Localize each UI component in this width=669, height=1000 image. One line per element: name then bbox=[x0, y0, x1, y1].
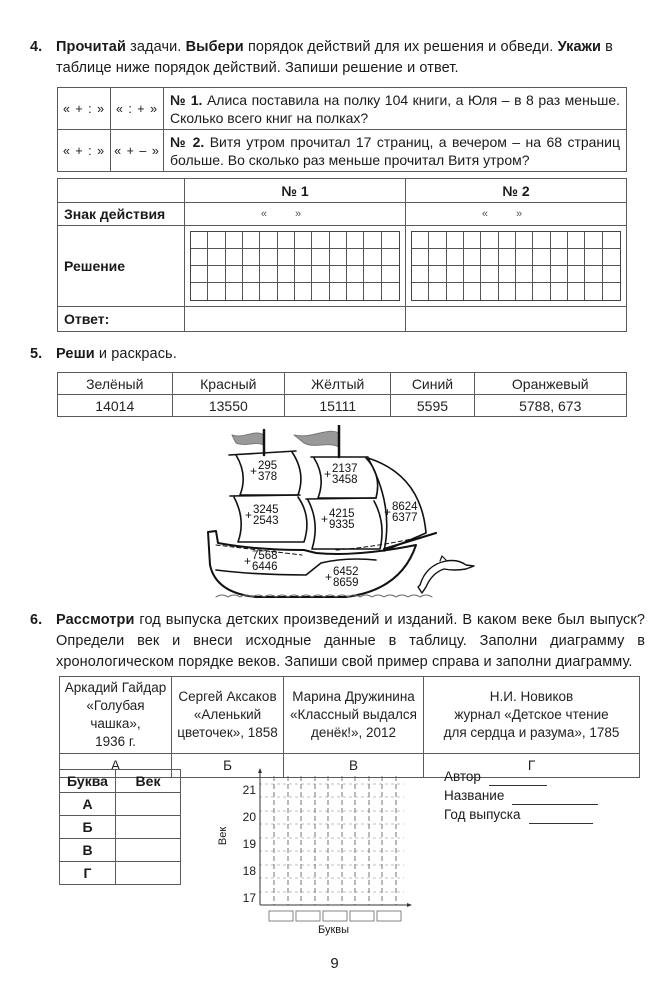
works-row bbox=[60, 677, 640, 754]
color-value: 15111 bbox=[285, 395, 391, 417]
work-cell-c: Марина Дружинина «Классный выдался денёк!», 2012 bbox=[284, 677, 424, 754]
grid-cell[interactable] bbox=[499, 283, 516, 300]
grid-cell[interactable] bbox=[603, 249, 620, 266]
task6-verb: Рассмотри bbox=[56, 612, 135, 628]
task4-answer-table bbox=[57, 178, 627, 332]
letter-label: А bbox=[60, 793, 116, 816]
grid-cell[interactable] bbox=[260, 232, 277, 249]
century-input[interactable] bbox=[116, 793, 181, 816]
grid-cell[interactable] bbox=[208, 232, 225, 249]
grid-cell[interactable] bbox=[226, 249, 243, 266]
grid-cell[interactable] bbox=[347, 283, 364, 300]
letter-label: В bbox=[60, 839, 116, 862]
grid-cell[interactable] bbox=[260, 283, 277, 300]
ship-sum-3: + 3245 2543 bbox=[245, 504, 279, 527]
grid-cell[interactable] bbox=[330, 266, 347, 283]
grid-cell[interactable] bbox=[551, 249, 568, 266]
grid-cell[interactable] bbox=[568, 249, 585, 266]
author-label: Автор bbox=[444, 769, 481, 784]
grid-cell[interactable] bbox=[208, 249, 225, 266]
grid-cell[interactable] bbox=[585, 249, 602, 266]
grid-cell[interactable] bbox=[278, 249, 295, 266]
task4-heading bbox=[30, 37, 645, 79]
grid-cell[interactable] bbox=[330, 249, 347, 266]
problem-text: № 1. Алиса поставила на полку 104 книги, а Юля – в 8 раз меньше. Сколько всего книг на полках? bbox=[164, 88, 627, 130]
grid-cell[interactable] bbox=[464, 283, 481, 300]
grid-cell[interactable] bbox=[568, 283, 585, 300]
grid-cell[interactable] bbox=[364, 249, 381, 266]
grid-cell[interactable] bbox=[260, 266, 277, 283]
color-value: 14014 bbox=[58, 395, 173, 417]
grid-cell[interactable] bbox=[278, 266, 295, 283]
author-input[interactable] bbox=[489, 773, 547, 786]
ship-sum-1: + 295 378 bbox=[250, 460, 278, 483]
ship-sum-4: + 4215 9335 bbox=[321, 508, 355, 531]
y-axis-label: Век bbox=[217, 826, 230, 846]
grid-cell[interactable] bbox=[516, 249, 533, 266]
grid-cell[interactable] bbox=[412, 249, 429, 266]
work-cell-a: Аркадий Гайдар «Голубая чашка», 1936 г. bbox=[60, 677, 172, 754]
grid-cell[interactable] bbox=[226, 283, 243, 300]
grid-cell[interactable] bbox=[429, 249, 446, 266]
grid-cell[interactable] bbox=[312, 283, 329, 300]
grid-cell[interactable] bbox=[347, 232, 364, 249]
grid-cell[interactable] bbox=[447, 249, 464, 266]
sign-input-2[interactable]: «» bbox=[406, 203, 627, 226]
grid-cell[interactable] bbox=[295, 232, 312, 249]
grid-cell[interactable] bbox=[516, 266, 533, 283]
grid-cell[interactable] bbox=[603, 283, 620, 300]
grid-cell[interactable] bbox=[481, 249, 498, 266]
grid-cell[interactable] bbox=[382, 283, 399, 300]
grid-cell[interactable] bbox=[412, 266, 429, 283]
grid-cell[interactable] bbox=[191, 249, 208, 266]
color-value: 13550 bbox=[172, 395, 285, 417]
problem-row bbox=[58, 88, 627, 130]
grid-cell[interactable] bbox=[568, 232, 585, 249]
grid-cell[interactable] bbox=[191, 266, 208, 283]
work-letter: Г bbox=[424, 754, 640, 778]
task4-number: 4. bbox=[30, 39, 43, 55]
grid-cell[interactable] bbox=[278, 283, 295, 300]
answer-row-label: Ответ: bbox=[58, 307, 185, 332]
grid-cell[interactable] bbox=[585, 283, 602, 300]
grid-cell[interactable] bbox=[603, 266, 620, 283]
grid-cell[interactable] bbox=[330, 283, 347, 300]
grid-cell[interactable] bbox=[312, 232, 329, 249]
grid-cell[interactable] bbox=[551, 266, 568, 283]
problem-row bbox=[58, 130, 627, 172]
color-name: Красный bbox=[172, 373, 285, 395]
color-name: Синий bbox=[391, 373, 474, 395]
solution-row-label: Решение bbox=[58, 226, 185, 307]
ship-sum-7: + 6452 8659 bbox=[325, 566, 359, 589]
title-input[interactable] bbox=[512, 792, 598, 805]
order-option[interactable]: « + : » bbox=[58, 88, 111, 130]
grid-cell[interactable] bbox=[447, 232, 464, 249]
title-label: Название bbox=[444, 788, 505, 803]
grid-cell[interactable] bbox=[516, 232, 533, 249]
grid-cell[interactable] bbox=[481, 232, 498, 249]
column-header-1: № 1 bbox=[185, 179, 406, 203]
solution-grid-2[interactable] bbox=[411, 231, 621, 301]
grid-cell[interactable] bbox=[499, 249, 516, 266]
solution-cell-2 bbox=[406, 226, 627, 307]
own-example-form bbox=[444, 767, 598, 824]
answer-input-1[interactable] bbox=[185, 307, 406, 332]
century-input[interactable] bbox=[116, 839, 181, 862]
order-option[interactable]: « + : » bbox=[58, 130, 111, 172]
letter-header: Буква bbox=[60, 770, 116, 793]
ship-illustration bbox=[196, 425, 496, 603]
task5-verb: Реши bbox=[56, 346, 95, 362]
grid-cell[interactable] bbox=[429, 266, 446, 283]
grid-cell[interactable] bbox=[551, 283, 568, 300]
year-input[interactable] bbox=[529, 811, 593, 824]
letter-label: Г bbox=[60, 862, 116, 885]
grid-cell[interactable] bbox=[382, 249, 399, 266]
grid-cell[interactable] bbox=[585, 232, 602, 249]
grid-cell[interactable] bbox=[312, 249, 329, 266]
grid-cell[interactable] bbox=[464, 232, 481, 249]
grid-cell[interactable] bbox=[312, 266, 329, 283]
grid-cell[interactable] bbox=[191, 232, 208, 249]
grid-cell[interactable] bbox=[347, 266, 364, 283]
grid-cell[interactable] bbox=[481, 283, 498, 300]
ship-sum-6: + 7568 6446 bbox=[244, 550, 278, 573]
color-value: 5788, 673 bbox=[474, 395, 627, 417]
century-input[interactable] bbox=[116, 816, 181, 839]
grid-cell[interactable] bbox=[499, 232, 516, 249]
grid-cell[interactable] bbox=[208, 283, 225, 300]
grid-cell[interactable] bbox=[568, 266, 585, 283]
grid-cell[interactable] bbox=[533, 249, 550, 266]
grid-cell[interactable] bbox=[243, 249, 260, 266]
century-input[interactable] bbox=[116, 862, 181, 885]
grid-cell[interactable] bbox=[243, 283, 260, 300]
grid-cell[interactable] bbox=[243, 266, 260, 283]
ship-sum-5: + 8624 6377 bbox=[384, 501, 418, 524]
problem-text: № 2. Витя утром прочитал 17 страниц, а вечером – на 68 страниц больше. Во сколько раз меньше прочитал Витя утром? bbox=[164, 130, 627, 172]
grid-cell[interactable] bbox=[603, 232, 620, 249]
grid-cell[interactable] bbox=[499, 266, 516, 283]
grid-cell[interactable] bbox=[516, 283, 533, 300]
grid-cell[interactable] bbox=[364, 232, 381, 249]
grid-cell[interactable] bbox=[347, 249, 364, 266]
grid-cell[interactable] bbox=[412, 283, 429, 300]
grid-cell[interactable] bbox=[226, 266, 243, 283]
sign-row-label: Знак действия bbox=[58, 203, 185, 226]
grid-cell[interactable] bbox=[364, 283, 381, 300]
grid-cell[interactable] bbox=[191, 283, 208, 300]
grid-cell[interactable] bbox=[429, 232, 446, 249]
grid-cell[interactable] bbox=[260, 249, 277, 266]
task5-heading: 5. Реши и раскрась. bbox=[30, 344, 645, 365]
color-name: Оранжевый bbox=[474, 373, 627, 395]
grid-cell[interactable] bbox=[551, 232, 568, 249]
grid-cell[interactable] bbox=[295, 266, 312, 283]
letter-label: Б bbox=[60, 816, 116, 839]
grid-cell[interactable] bbox=[533, 266, 550, 283]
works-table bbox=[59, 676, 640, 778]
grid-cell[interactable] bbox=[330, 232, 347, 249]
color-key-table bbox=[57, 372, 627, 417]
task6-heading: 6. Рассмотри год выпуска детских произведений и изданий. В каком веке был выпуск? Определи век и внеси исходные данные в таблицу. Заполни диаграмму в хронологическом порядке веков. Запиши свой пример справа и заполни диаграмму. bbox=[30, 612, 645, 670]
y-tick-labels: 21 20 19 18 17 bbox=[242, 783, 256, 905]
x-axis-label: Буквы bbox=[318, 924, 350, 936]
order-option[interactable]: « : + » bbox=[111, 88, 164, 130]
grid-cell[interactable] bbox=[464, 266, 481, 283]
solution-grid-1[interactable] bbox=[190, 231, 400, 301]
grid-cell[interactable] bbox=[447, 266, 464, 283]
work-letter: Б bbox=[172, 754, 284, 778]
grid-cell[interactable] bbox=[429, 283, 446, 300]
order-option[interactable]: « + – » bbox=[111, 130, 164, 172]
century-header: Век bbox=[116, 770, 181, 793]
grid-cell[interactable] bbox=[382, 232, 399, 249]
work-letter: А bbox=[60, 754, 172, 778]
solution-cell-1 bbox=[185, 226, 406, 307]
grid-cell[interactable] bbox=[585, 266, 602, 283]
grid-cell[interactable] bbox=[295, 249, 312, 266]
task4-intro: Прочитай задачи. Выбери порядок действий для их решения и обведи. Укажи в таблице ниже порядок действий. Запиши решение и ответ. bbox=[56, 39, 613, 76]
ship-sum-2: + 2137 3458 bbox=[324, 463, 358, 486]
grid-cell[interactable] bbox=[382, 266, 399, 283]
grid-cell[interactable] bbox=[295, 283, 312, 300]
grid-cell[interactable] bbox=[464, 249, 481, 266]
grid-cell[interactable] bbox=[278, 232, 295, 249]
grid-cell[interactable] bbox=[481, 266, 498, 283]
empty-corner-cell bbox=[58, 179, 185, 203]
grid-cell[interactable] bbox=[412, 232, 429, 249]
sign-input-1[interactable]: «» bbox=[185, 203, 406, 226]
grid-cell[interactable] bbox=[533, 232, 550, 249]
answer-input-2[interactable] bbox=[406, 307, 627, 332]
year-label: Год выпуска bbox=[444, 807, 521, 822]
column-header-2: № 2 bbox=[406, 179, 627, 203]
work-letter: В bbox=[284, 754, 424, 778]
color-name: Зелёный bbox=[58, 373, 173, 395]
task4-problems-table bbox=[57, 87, 627, 172]
grid-cell[interactable] bbox=[208, 266, 225, 283]
color-name: Жёлтый bbox=[285, 373, 391, 395]
century-diagram bbox=[214, 766, 414, 942]
grid-cell[interactable] bbox=[364, 266, 381, 283]
grid-cell[interactable] bbox=[533, 283, 550, 300]
page-number: 9 bbox=[330, 955, 339, 972]
letter-century-table bbox=[59, 769, 181, 885]
task6-number: 6. bbox=[30, 612, 43, 628]
work-cell-b: Сергей Аксаков «Аленький цветочек», 1858 bbox=[172, 677, 284, 754]
grid-cell[interactable] bbox=[447, 283, 464, 300]
color-value: 5595 bbox=[391, 395, 474, 417]
task5-number: 5. bbox=[30, 346, 43, 362]
grid-cell[interactable] bbox=[243, 232, 260, 249]
work-cell-d: Н.И. Новиков журнал «Детское чтение для сердца и разума», 1785 bbox=[424, 677, 640, 754]
grid-cell[interactable] bbox=[226, 232, 243, 249]
